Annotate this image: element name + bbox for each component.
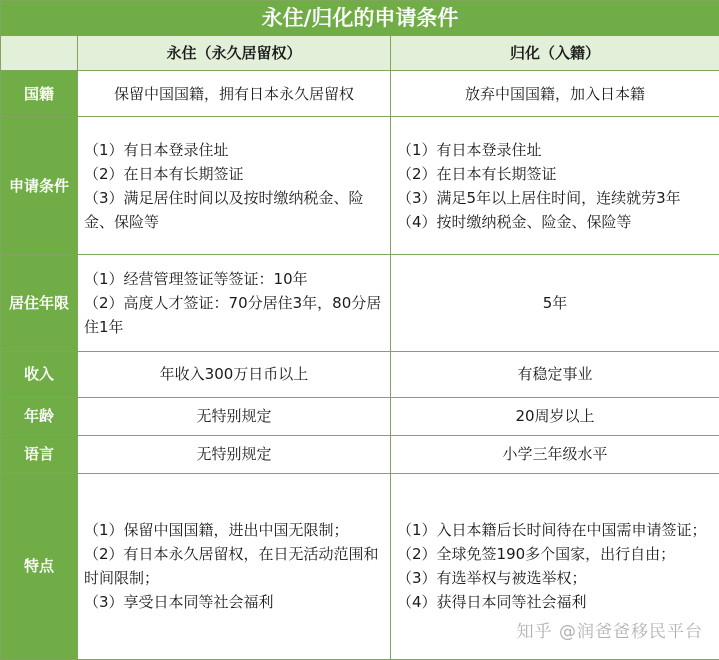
- list-item: （2）全球免签190多个国家，出行自由；: [397, 545, 676, 564]
- cell-permanent: [78, 351, 391, 397]
- table-row: [1, 117, 719, 255]
- cell-text: 20周岁以上: [515, 407, 595, 426]
- list-item: （2）在日本有长期签证: [84, 164, 244, 183]
- cell-naturalization: [391, 435, 719, 473]
- list-item: （2）高度人才签证：70分居住3年，80分居住1年: [84, 293, 382, 336]
- cell-text: 有稳定事业: [517, 365, 593, 384]
- list-item: （1）保留中国国籍，进出中国无限制；: [84, 521, 349, 540]
- column-header-naturalization: 归化（入籍）: [391, 36, 719, 71]
- cell-text: 年收入300万日币以上: [159, 365, 309, 384]
- title-row: [1, 1, 719, 36]
- list-item: （4）获得日本同等社会福利: [397, 593, 587, 612]
- table-row: [1, 473, 719, 659]
- list-item: （1）入日本籍后长时间待在中国需申请签证；: [397, 521, 707, 540]
- cell-text: 小学三年级水平: [502, 445, 608, 464]
- cell-permanent: [78, 473, 391, 659]
- cell-permanent: [78, 435, 391, 473]
- list-item: （1）经营管理签证等签证：10年: [84, 269, 308, 288]
- table-title: 永住/归化的申请条件: [1, 1, 719, 36]
- list-item: （3）满足5年以上居住时间，连续就劳3年: [397, 188, 681, 207]
- cell-text: 无特别规定: [196, 445, 272, 464]
- list-item: （1）有日本登录住址: [84, 140, 229, 159]
- cell-text: 5年: [542, 293, 568, 312]
- column-header-permanent: 永住（永久居留权）: [78, 36, 391, 71]
- watermark: 知乎 @润爸爸移民平台: [516, 622, 703, 642]
- row-label: 年龄: [1, 397, 78, 435]
- cell-naturalization: [391, 117, 719, 255]
- list-item: （3）有选举权与被选举权；: [397, 569, 587, 588]
- table-row: [1, 397, 719, 435]
- list-item: （1）有日本登录住址: [397, 140, 542, 159]
- cell-naturalization: [391, 473, 719, 659]
- table-row: [1, 71, 719, 117]
- cell-naturalization: [391, 71, 719, 117]
- table-row: [1, 255, 719, 351]
- cell-permanent: [78, 117, 391, 255]
- cell-permanent: [78, 397, 391, 435]
- list-item: （4）按时缴纳税金、险金、保险等: [397, 212, 632, 231]
- list-item: （2）有日本永久居留权，在日无活动范围和时间限制；: [84, 545, 379, 588]
- row-label: 居住年限: [1, 255, 78, 351]
- column-header-row: [1, 36, 719, 71]
- row-label: 特点: [1, 473, 78, 659]
- cell-naturalization: [391, 351, 719, 397]
- row-label: 语言: [1, 435, 78, 473]
- cell-text: 放弃中国国籍，加入日本籍: [464, 84, 645, 103]
- cell-naturalization: [391, 255, 719, 351]
- cell-naturalization: [391, 397, 719, 435]
- list-item: （2）在日本有长期签证: [397, 164, 557, 183]
- row-label: 国籍: [1, 71, 78, 117]
- corner-cell: [1, 36, 78, 71]
- cell-text: 保留中国国籍，拥有日本永久居留权: [113, 84, 354, 103]
- table-row: [1, 435, 719, 473]
- list-item: （3）满足居住时间以及按时缴纳税金、险金、保险等: [84, 188, 364, 231]
- row-label: 收入: [1, 351, 78, 397]
- cell-permanent: [78, 255, 391, 351]
- list-item: （3）享受日本同等社会福利: [84, 593, 274, 612]
- cell-text: 无特别规定: [196, 407, 272, 426]
- cell-permanent: [78, 71, 391, 117]
- table-row: [1, 351, 719, 397]
- row-label: 申请条件: [1, 117, 78, 255]
